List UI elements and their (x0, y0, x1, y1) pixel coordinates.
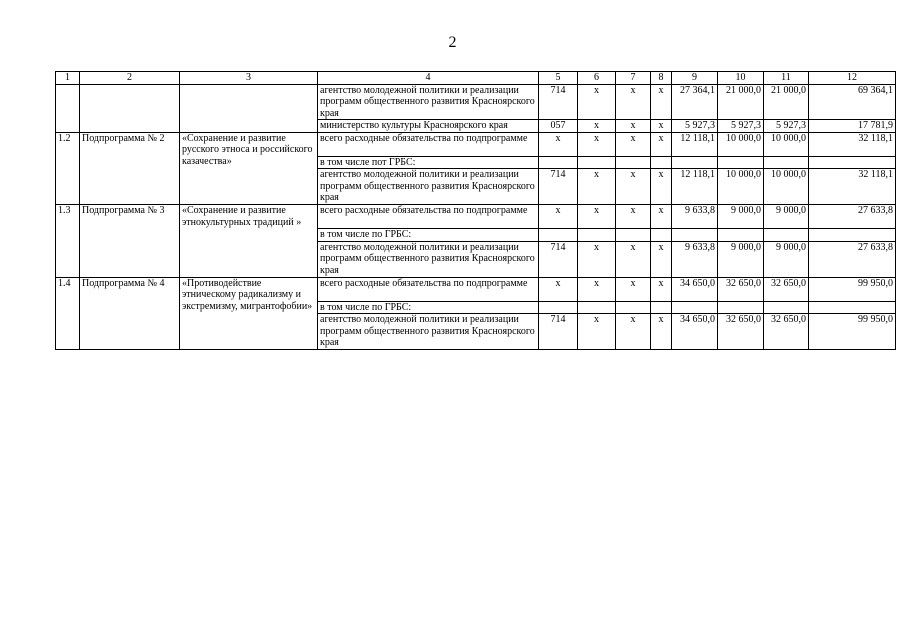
obligation-description: всего расходные обязательства по подпрограмме (318, 205, 539, 229)
cell-x: х (651, 277, 672, 301)
empty-cell (809, 301, 896, 314)
obligation-description: агентство молодежной политики и реализации программ общественного развития Красноярского края (318, 314, 539, 350)
empty-cell (718, 229, 764, 242)
amount-year-1: 34 650,0 (672, 277, 718, 301)
obligation-description: министерство культуры Красноярского края (318, 120, 539, 133)
column-number: 5 (539, 72, 578, 85)
cell-x: х (578, 169, 616, 205)
cell-x: х (616, 132, 651, 156)
amount-year-3: 9 000,0 (764, 241, 809, 277)
amount-year-2: 10 000,0 (718, 132, 764, 156)
amount-year-3: 32 650,0 (764, 314, 809, 350)
grbs-code: 057 (539, 120, 578, 133)
obligation-description: всего расходные обязательства по подпрограмме (318, 132, 539, 156)
empty-cell (809, 156, 896, 169)
cell-x: х (616, 120, 651, 133)
page-number: 2 (448, 34, 457, 51)
empty-cell (672, 229, 718, 242)
amount-year-1: 34 650,0 (672, 314, 718, 350)
amount-total: 99 950,0 (809, 277, 896, 301)
amount-total: 32 118,1 (809, 132, 896, 156)
subprogram-label: Подпрограмма № 4 (80, 277, 180, 350)
obligation-description: в том числе по ГРБС: (318, 301, 539, 314)
column-number: 6 (578, 72, 616, 85)
cell-x: х (651, 84, 672, 120)
amount-total: 69 364,1 (809, 84, 896, 120)
cell-x: х (578, 132, 616, 156)
cell-x: х (578, 277, 616, 301)
subprogram-label: Подпрограмма № 3 (80, 205, 180, 278)
cell-x: х (616, 84, 651, 120)
amount-year-3: 5 927,3 (764, 120, 809, 133)
budget-table (55, 71, 896, 350)
amount-year-1: 12 118,1 (672, 169, 718, 205)
cell-x: х (578, 241, 616, 277)
table-row (56, 132, 896, 156)
empty-cell (672, 156, 718, 169)
cell-x: х (651, 241, 672, 277)
column-number: 10 (718, 72, 764, 85)
column-number: 4 (318, 72, 539, 85)
amount-year-2: 9 000,0 (718, 241, 764, 277)
subprogram-title (180, 84, 318, 132)
subprogram-label (80, 84, 180, 132)
empty-cell (809, 229, 896, 242)
cell-x: х (616, 277, 651, 301)
empty-cell (764, 301, 809, 314)
cell-x: х (578, 205, 616, 229)
cell-x: х (578, 314, 616, 350)
empty-cell (718, 156, 764, 169)
cell-x: х (651, 132, 672, 156)
empty-cell (578, 229, 616, 242)
grbs-code: 714 (539, 169, 578, 205)
table-row (56, 84, 896, 120)
obligation-description: агентство молодежной политики и реализации программ общественного развития Красноярского края (318, 241, 539, 277)
amount-year-1: 5 927,3 (672, 120, 718, 133)
column-number: 9 (672, 72, 718, 85)
column-number-row (56, 72, 896, 85)
obligation-description: агентство молодежной политики и реализации программ общественного развития Красноярского края (318, 84, 539, 120)
empty-cell (539, 229, 578, 242)
cell-x: х (616, 169, 651, 205)
amount-year-2: 32 650,0 (718, 277, 764, 301)
empty-cell (651, 229, 672, 242)
empty-cell (651, 301, 672, 314)
obligation-description: агентство молодежной политики и реализации программ общественного развития Красноярского края (318, 169, 539, 205)
empty-cell (578, 156, 616, 169)
subprogram-title: «Сохранение и развитие русского этноса и российского казачества» (180, 132, 318, 205)
grbs-code: 714 (539, 314, 578, 350)
cell-x: х (651, 205, 672, 229)
cell-x: х (578, 84, 616, 120)
empty-cell (539, 301, 578, 314)
grbs-code: 714 (539, 241, 578, 277)
amount-year-1: 9 633,8 (672, 205, 718, 229)
empty-cell (672, 301, 718, 314)
empty-cell (718, 301, 764, 314)
empty-cell (616, 229, 651, 242)
table-row (56, 205, 896, 229)
cell-x: х (651, 120, 672, 133)
empty-cell (764, 156, 809, 169)
amount-year-3: 9 000,0 (764, 205, 809, 229)
amount-year-2: 32 650,0 (718, 314, 764, 350)
row-number: 1.2 (56, 132, 80, 205)
empty-cell (764, 229, 809, 242)
cell-x: х (651, 314, 672, 350)
empty-cell (578, 301, 616, 314)
empty-cell (539, 156, 578, 169)
amount-total: 27 633,8 (809, 241, 896, 277)
amount-year-2: 5 927,3 (718, 120, 764, 133)
amount-year-3: 32 650,0 (764, 277, 809, 301)
obligation-description: всего расходные обязательства по подпрограмме (318, 277, 539, 301)
column-number: 11 (764, 72, 809, 85)
column-number: 2 (80, 72, 180, 85)
amount-year-2: 21 000,0 (718, 84, 764, 120)
empty-cell (651, 156, 672, 169)
amount-year-2: 10 000,0 (718, 169, 764, 205)
subprogram-label: Подпрограмма № 2 (80, 132, 180, 205)
cell-x: х (651, 169, 672, 205)
cell-x: х (578, 120, 616, 133)
row-number (56, 84, 80, 132)
row-number: 1.4 (56, 277, 80, 350)
amount-year-3: 10 000,0 (764, 132, 809, 156)
amount-year-1: 9 633,8 (672, 241, 718, 277)
amount-total: 32 118,1 (809, 169, 896, 205)
cell-x: х (616, 205, 651, 229)
column-number: 8 (651, 72, 672, 85)
grbs-code: х (539, 132, 578, 156)
empty-cell (616, 156, 651, 169)
amount-year-3: 10 000,0 (764, 169, 809, 205)
amount-year-1: 27 364,1 (672, 84, 718, 120)
grbs-code: х (539, 277, 578, 301)
column-number: 3 (180, 72, 318, 85)
amount-total: 99 950,0 (809, 314, 896, 350)
obligation-description: в том числе по ГРБС: (318, 229, 539, 242)
empty-cell (616, 301, 651, 314)
column-number: 12 (809, 72, 896, 85)
cell-x: х (616, 314, 651, 350)
subprogram-title: «Противодействие этническому радикализму и экстремизму, мигрантофобии» (180, 277, 318, 350)
amount-year-1: 12 118,1 (672, 132, 718, 156)
amount-total: 17 781,9 (809, 120, 896, 133)
subprogram-title: «Сохранение и развитие этнокультурных традиций » (180, 205, 318, 278)
row-number: 1.3 (56, 205, 80, 278)
amount-year-3: 21 000,0 (764, 84, 809, 120)
cell-x: х (616, 241, 651, 277)
column-number: 7 (616, 72, 651, 85)
amount-year-2: 9 000,0 (718, 205, 764, 229)
obligation-description: в том числе пот ГРБС: (318, 156, 539, 169)
grbs-code: х (539, 205, 578, 229)
table-row (56, 277, 896, 301)
amount-total: 27 633,8 (809, 205, 896, 229)
grbs-code: 714 (539, 84, 578, 120)
column-number: 1 (56, 72, 80, 85)
